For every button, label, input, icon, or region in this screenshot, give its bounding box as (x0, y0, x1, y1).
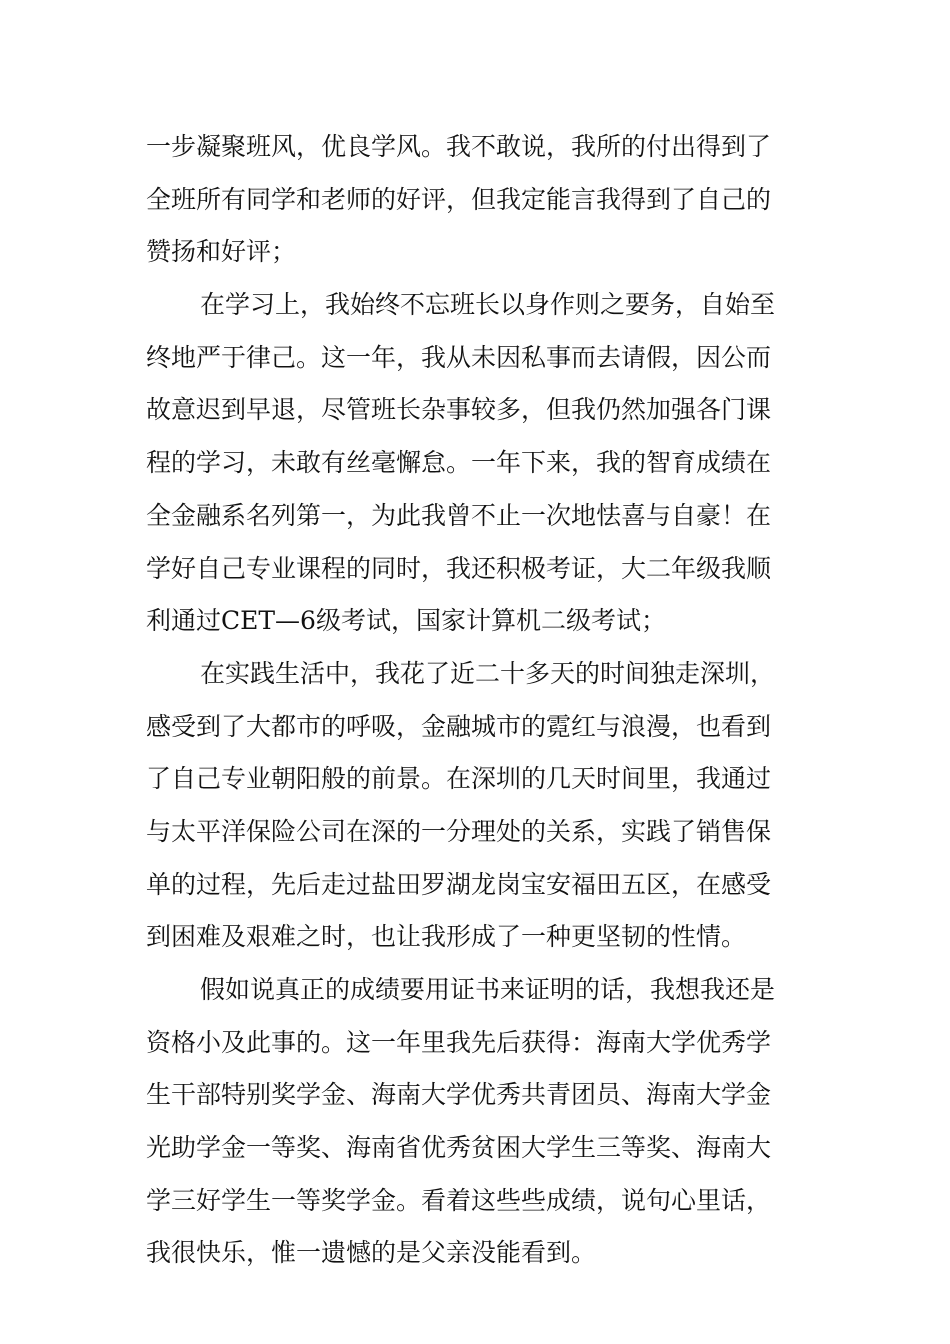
text-line: 一步凝聚班风，优良学风。我不敢说，我所的付出得到了 (146, 132, 772, 161)
text-line: 了自己专业朝阳般的前景。在深圳的几天时间里，我通过 (146, 764, 772, 794)
text-line: 假如说真正的成绩要用证书来证明的话，我想我还是 (200, 975, 776, 1004)
text-line: 故意迟到早退，尽管班长杂事较多，但我仍然加强各门课 (146, 395, 772, 425)
text-line: 单的过程，先后走过盐田罗湖龙岗宝安福田五区，在感受 (146, 869, 772, 899)
text-line: 在学习上，我始终不忘班长以身作则之要务，自始至 (200, 290, 776, 320)
paragraph-3 (146, 648, 818, 964)
text-line: 终地严于律己。这一年，我从未因私事而去请假，因公而 (146, 342, 772, 372)
text-line: 程的学习，未敢有丝毫懈怠。一年下来，我的智育成绩在 (146, 448, 772, 478)
text-line: 生干部特别奖学金、海南大学优秀共青团员、海南大学金 (146, 1080, 772, 1110)
text-line: 学三好学生一等奖学金。看着这些些成绩，说句心里话， (146, 1185, 772, 1215)
text-line: 我很快乐，惟一遗憾的是父亲没能看到。 (146, 1238, 597, 1268)
text-line: 在实践生活中，我花了近二十多天的时间独走深圳， (200, 658, 776, 688)
text-line: 赞扬和好评； (146, 237, 297, 267)
paragraph-4 (146, 964, 818, 1280)
text-line: 学好自己专业课程的同时，我还积极考证，大二年级我顺 (146, 553, 772, 583)
text-line: 全金融系名列第一，为此我曾不止一次地怯喜与自豪！在 (146, 500, 772, 530)
text-line: 资格小及此事的。这一年里我先后获得：海南大学优秀学 (146, 1027, 772, 1057)
document-body (146, 121, 818, 1280)
text-line: 感受到了大都市的呼吸，金融城市的霓红与浪漫，也看到 (146, 711, 772, 741)
text-line: 到困难及艰难之时，也让我形成了一种更坚韧的性情。 (146, 922, 747, 952)
paragraph-1 (146, 121, 818, 279)
text-line: 光助学金一等奖、海南省优秀贫困大学生三等奖、海南大 (146, 1133, 772, 1163)
text-line: 与太平洋保险公司在深的一分理处的关系，实践了销售保 (146, 816, 772, 846)
paragraph-2 (146, 279, 818, 648)
text-line: 利通过CET—6级考试，国家计算机二级考试； (146, 606, 666, 636)
text-line: 全班所有同学和老师的好评，但我定能言我得到了自己的 (146, 184, 772, 214)
